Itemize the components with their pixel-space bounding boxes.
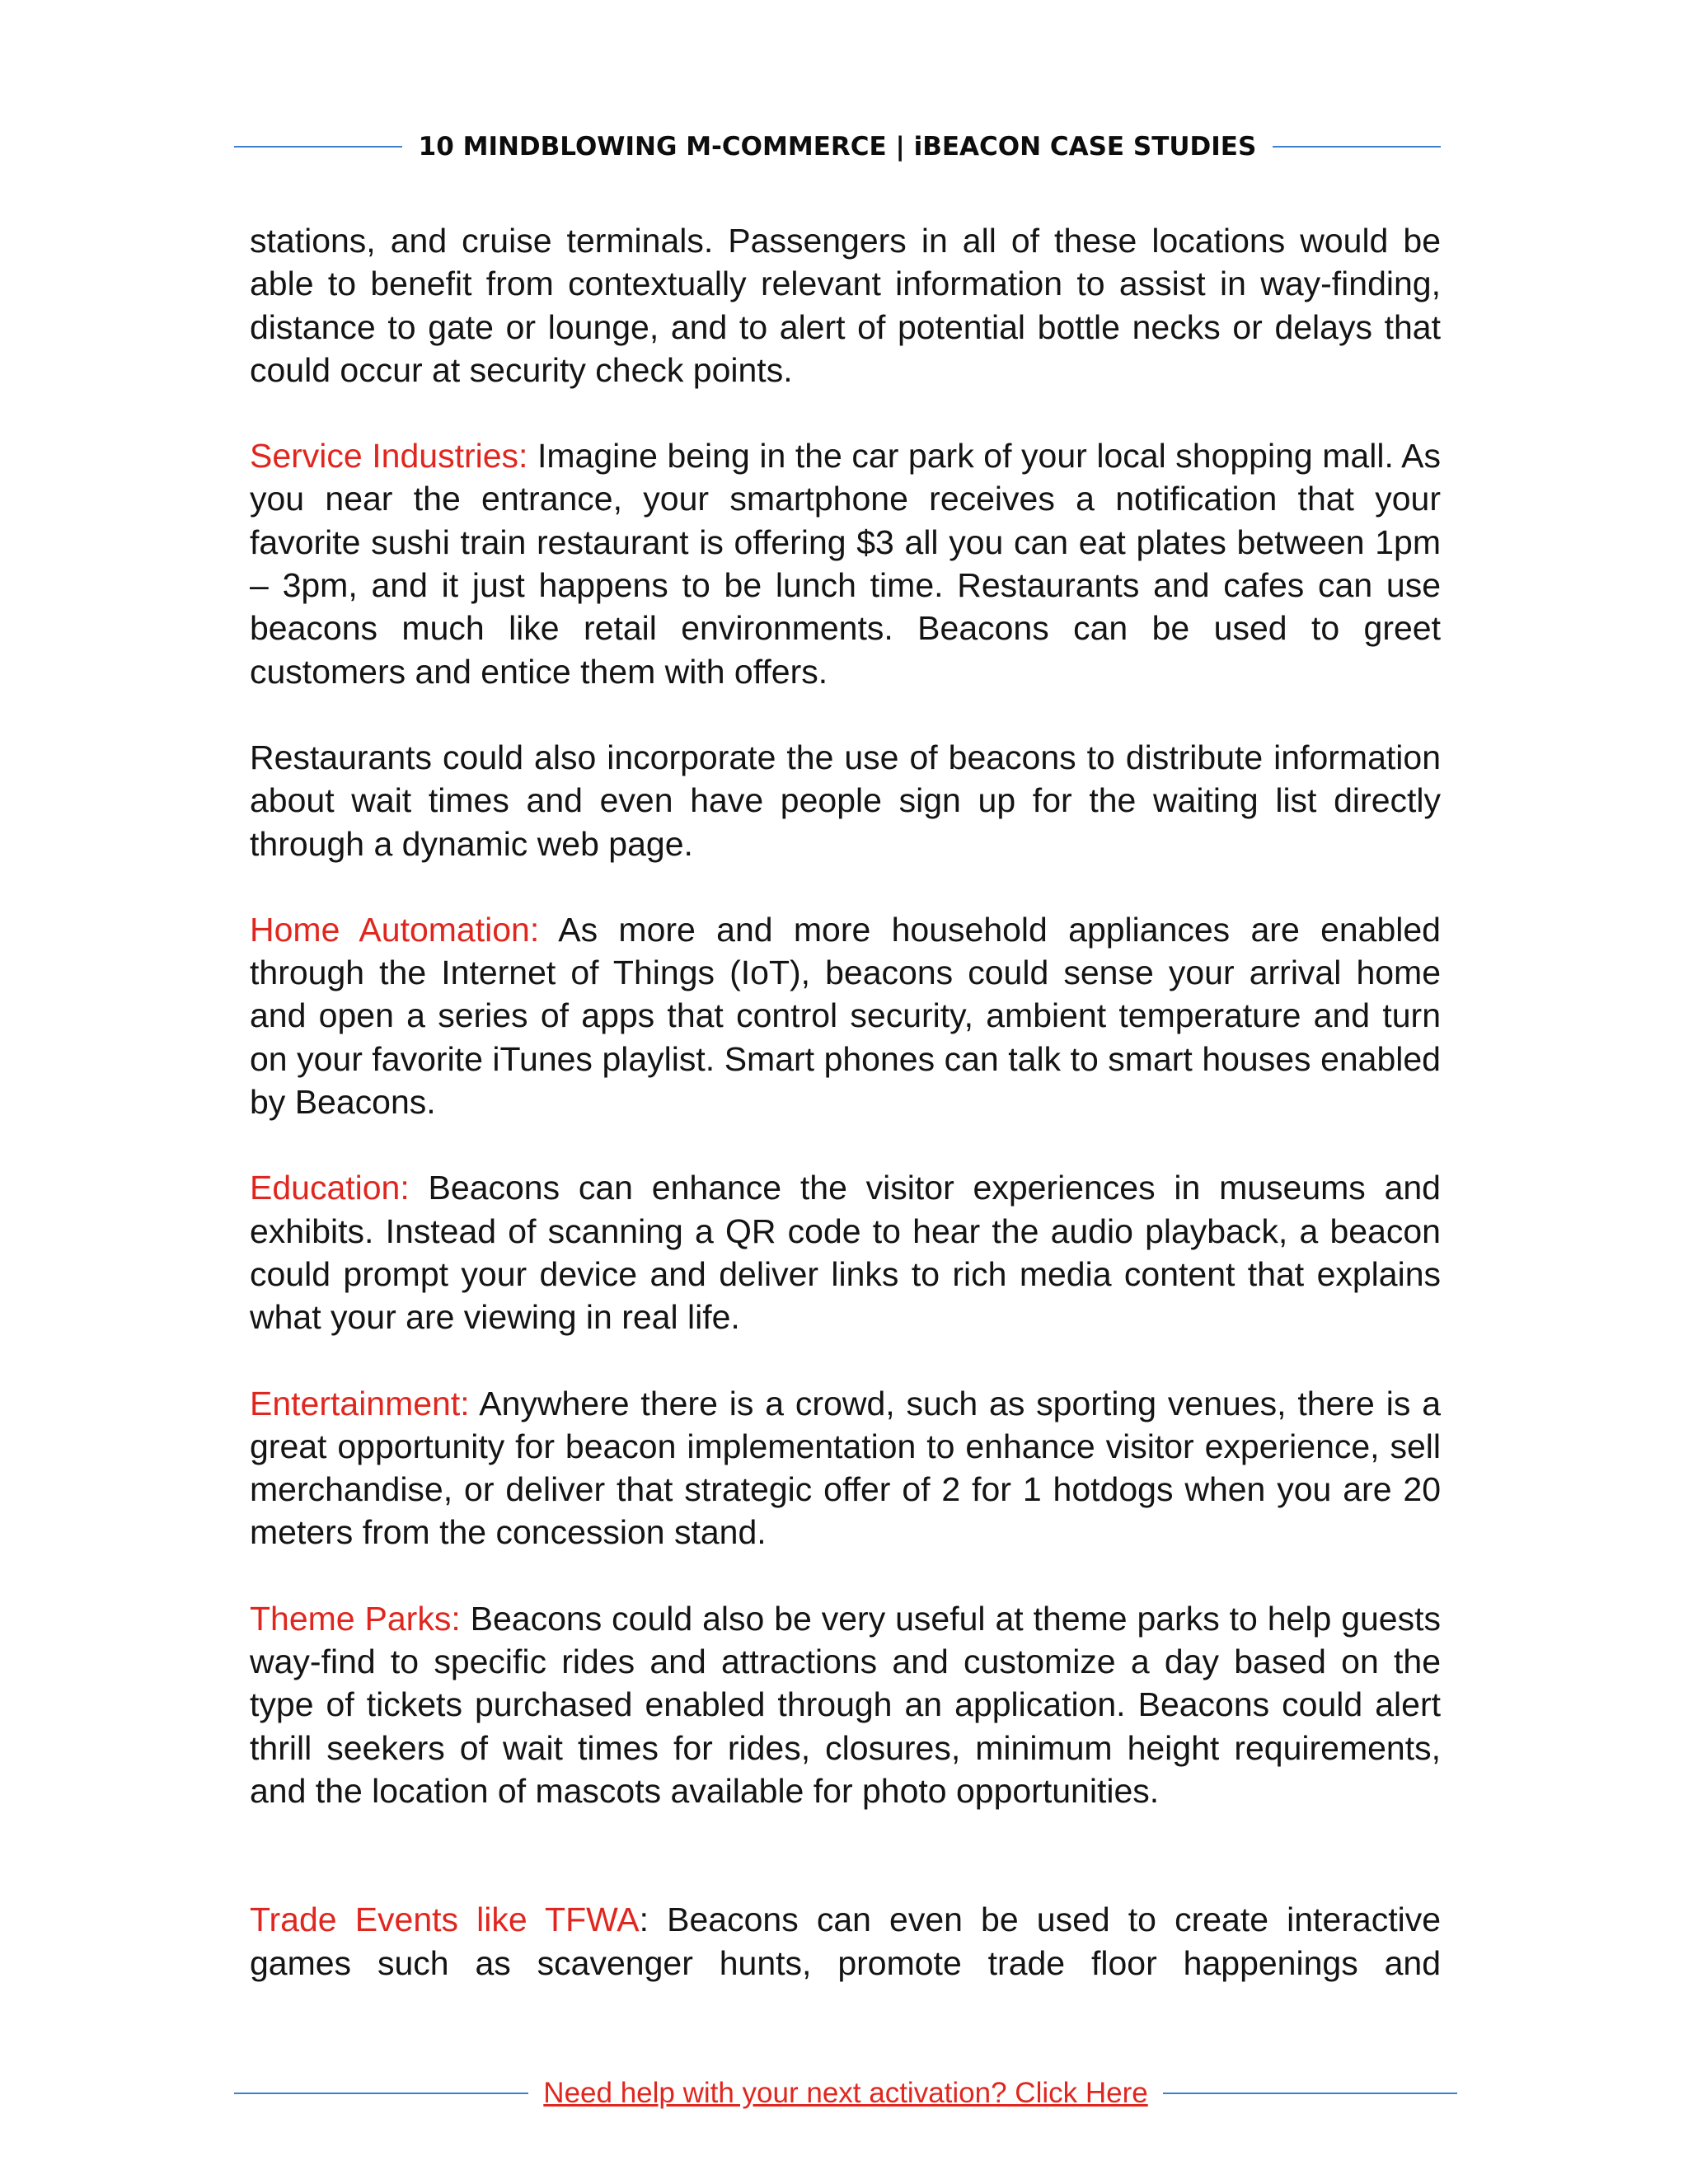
section-trade-events — [250, 1898, 1441, 1985]
section-heading: Theme Parks: — [250, 1599, 461, 1638]
section-heading: Service Industries: — [250, 437, 528, 476]
header-rule-left — [234, 146, 402, 148]
page-footer — [234, 2075, 1457, 2111]
section-text: Beacons can enhance the visitor experiences in museums and exhibits. Instead of scanning a QR code to hear the audio playback, a beacon could prompt your device and deliver links to rich media content that explains what your are viewing in real life. — [250, 1169, 1441, 1337]
section-text: Imagine being in the car park of your local shopping mall. As you near the entrance, your smartphone receives a notification that your favorite sushi train restaurant is offering $3 all you can eat plates between 1pm – 3pm, and it just happens to be lunch time. Restaurants and cafes can use beacons much like retail environments. Beacons can be used to greet customers and entice them with offers. — [250, 437, 1441, 691]
section-education — [250, 1166, 1441, 1338]
section-text: Restaurants could also incorporate the use of beacons to distribute information about wait times and even have people sign up for the waiting list directly through a dynamic web page. — [250, 738, 1441, 863]
footer-rule-right — [1163, 2093, 1457, 2094]
activation-help-link[interactable]: Need help with your next activation? Click Here — [543, 2077, 1148, 2109]
section-text: Beacons could also be very useful at theme parks to help guests way-find to specific rides and attractions and customize a day based on the type of tickets purchased enabled through an application. Beacons could alert thrill seekers of wait times for rides, closures, minimum height requirements, and the location of mascots available for photo opportunities. — [250, 1599, 1441, 1810]
section-entertainment — [250, 1382, 1441, 1554]
section-heading: Home Automation: — [250, 910, 540, 949]
section-text: Anywhere there is a crowd, such as sporting venues, there is a great opportunity for beacon implementation to enhance visitor experience, sell merchandise, or deliver that strategic offer of 2 for 1 hotdogs when you are 20 meters from the concession stand. — [250, 1384, 1441, 1552]
section-text: As more and more household appliances are enabled through the Internet of Things (IoT), beacons could sense your arrival home and open a series of apps that control security, ambient temperature and turn on your favorite iTunes playlist. Smart phones can talk to smart houses enabled by Beacons. — [250, 910, 1441, 1122]
document-body — [250, 219, 1441, 1985]
footer-rule-left — [234, 2093, 528, 2094]
section-heading: Entertainment: — [250, 1384, 470, 1422]
intro-paragraph: stations, and cruise terminals. Passengers in all of these locations would be able to benefit from contextually relevant information to assist in way-finding, distance to gate or lounge, and to alert of potential bottle necks or delays that could occur at security check points. — [250, 222, 1441, 389]
section-theme-parks — [250, 1597, 1441, 1812]
section-service-industries — [250, 434, 1441, 693]
page-header — [234, 130, 1441, 163]
section-heading: Trade Events like TFWA — [250, 1900, 640, 1939]
section-text: : Beacons can even be used to create interactive games such as scavenger hunts, promote trade floor happenings and — [250, 1900, 1441, 1982]
section-heading: Education: — [250, 1169, 410, 1207]
section-restaurants — [250, 736, 1441, 865]
header-rule-right — [1273, 146, 1441, 148]
section-home-automation — [250, 908, 1441, 1123]
page-title: 10 MINDBLOWING M-COMMERCE | iBEACON CASE STUDIES — [418, 132, 1257, 162]
